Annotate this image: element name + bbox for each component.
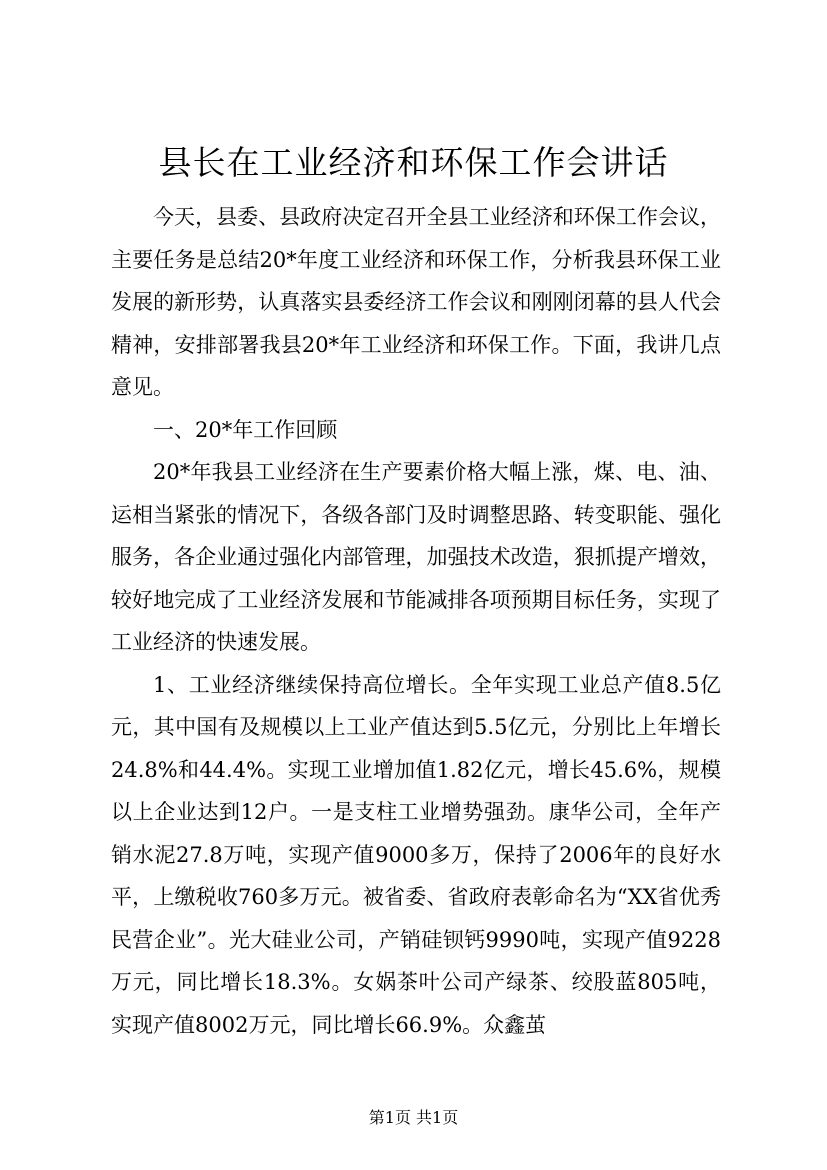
document-title: 县长在工业经济和环保工作会讲话: [158, 143, 669, 182]
section-heading: 一、20*年工作回顾: [153, 417, 338, 442]
document-body: [111, 196, 721, 1046]
paragraph-review: 20*年我县工业经济在生产要素价格大幅上涨，煤、电、油、运相当紧张的情况下，各级各部门及时调整思路、转变职能、强化服务，各企业通过强化内部管理，加强技术改造，狠抓提产增效，较好地完成了工业经济发展和节能减排各项预期目标任务，实现了工业经济的快速发展。: [111, 460, 721, 654]
paragraph-industry-growth: 1、工业经济继续保持高位增长。全年实现工业总产值8.5亿元，其中国有及规模以上工业产值达到5.5亿元，分别比上年增长24.8%和44.4%。实现工业增加值1.82亿元，增长45.6%，规模以上企业达到12户。一是支柱工业增势强劲。康华公司，全年产销水泥27.8万吨，实现产值9000多万，保持了2006年的良好水平，上缴税收760多万元。被省委、省政府表彰命名为“XX省优秀民营企业”。光大硅业公司，产销硅钡钙9990吨，实现产值9228万元，同比增长18.3%。女娲茶叶公司产绿茶、绞股蓝805吨，实现产值8002万元，同比增长66.9%。众鑫茧: [111, 672, 721, 1037]
paragraph-intro: 今天，县委、县政府决定召开全县工业经济和环保工作会议，主要任务是总结20*年度工业经济和环保工作，分析我县环保工业发展的新形势，认真落实县委经济工作会议和刚刚闭幕的县人代会精神，安排部署我县20*年工业经济和环保工作。下面，我讲几点意见。: [111, 205, 721, 399]
page-footer: 第1页 共1页: [368, 1108, 459, 1127]
